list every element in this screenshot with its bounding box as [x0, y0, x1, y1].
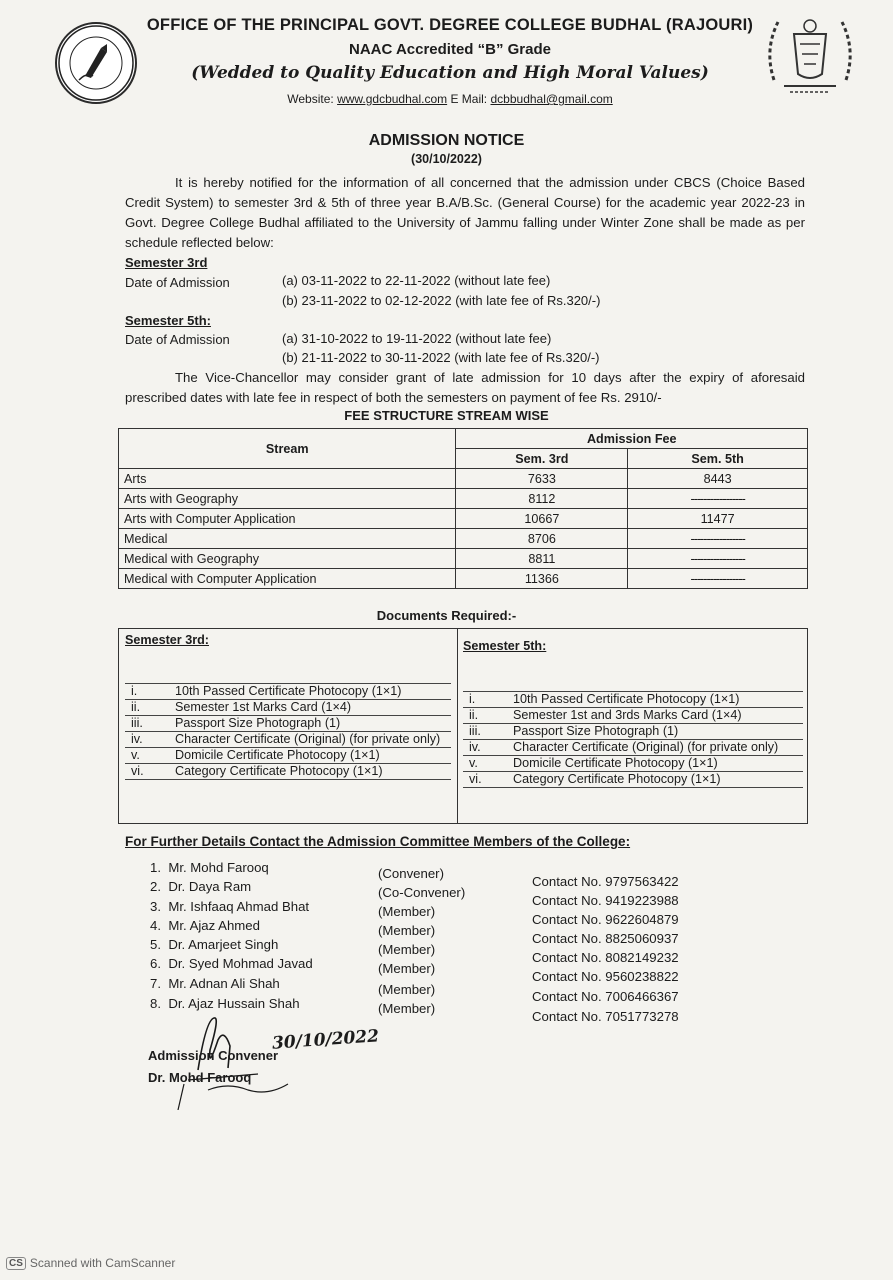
sem5-fee-cell: -----------------: [628, 489, 808, 509]
college-seal-logo: [55, 22, 137, 104]
scanner-text: Scanned with CamScanner: [29, 1256, 176, 1270]
member-name: 8. Dr. Ajaz Hussain Shah: [150, 996, 300, 1011]
scanner-watermark: [6, 1256, 175, 1270]
sem3-date-b: (b) 23-11-2022 to 02-12-2022 (with late fee of Rs.320/-): [282, 293, 601, 308]
emblem-logo: [760, 10, 860, 98]
documents-table: [118, 628, 808, 824]
admission-fee-header: Admission Fee: [456, 429, 808, 449]
sem5-fee-cell: -----------------: [628, 569, 808, 589]
sem3-fee-cell: 11366: [456, 569, 628, 589]
table-row: [119, 489, 808, 509]
stream-cell: Medical: [119, 529, 456, 549]
list-item: iv. Character Certificate (Original) (for private only): [125, 731, 451, 747]
sem5-fee-header: Sem. 5th: [628, 449, 808, 469]
member-phone: Contact No. 9560238822: [532, 969, 679, 984]
stream-cell: Arts: [119, 469, 456, 489]
member-role: (Member): [378, 942, 436, 957]
documents-title: Documents Required:-: [376, 608, 517, 623]
college-title: OFFICE OF THE PRINCIPAL GOVT. DEGREE COLLEGE BUDHAL (RAJOURI): [146, 16, 754, 34]
list-item: iii. Passport Size Photograph (1): [125, 715, 451, 731]
member-role: (Co-Convener): [378, 885, 466, 900]
sem3-fee-cell: 8706: [456, 529, 628, 549]
sem5-fee-cell: 8443: [628, 469, 808, 489]
signature-date: 30/10/2022: [271, 1026, 380, 1054]
sem3-document-list: [125, 683, 451, 780]
docs-sem5-heading: Semester 5th:: [463, 639, 547, 653]
sem3-date-label: Date of Admission: [125, 275, 230, 290]
member-name: 5. Dr. Amarjeet Singh: [150, 937, 279, 952]
sem3-fee-header: Sem. 3rd: [456, 449, 628, 469]
list-item: i. 10th Passed Certificate Photocopy (1×1): [463, 691, 803, 707]
signatory-designation: Admission Convener: [148, 1048, 279, 1063]
stream-header: Stream: [119, 429, 456, 469]
fee-structure-title: FEE STRUCTURE STREAM WISE: [344, 408, 549, 423]
member-phone: Contact No. 7006466367: [532, 989, 679, 1004]
contact-line: [140, 92, 760, 106]
list-item: vi. Category Certificate Photocopy (1×1): [125, 763, 451, 780]
list-item: ii. Semester 1st Marks Card (1×4): [125, 699, 451, 715]
stream-cell: Medical with Geography: [119, 549, 456, 569]
member-role: (Convener): [378, 866, 444, 881]
notice-title: ADMISSION NOTICE: [368, 132, 525, 149]
member-name: 2. Dr. Daya Ram: [150, 879, 252, 894]
table-row: [119, 529, 808, 549]
website-link[interactable]: www.gdcbudhal.com: [337, 92, 448, 106]
signatory-name: Dr. Mohd Farooq: [148, 1070, 252, 1085]
email-label: E Mail:: [450, 92, 488, 106]
stream-cell: Medical with Computer Application: [119, 569, 456, 589]
member-name: 1. Mr. Mohd Farooq: [150, 860, 269, 875]
late-admission-paragraph: The Vice-Chancellor may consider grant of late admission for 10 days after the expiry of aforesaid prescribed dates with late fee in respect of both the semesters on payment of fee Rs. 2910/-: [125, 370, 805, 405]
list-item: i. 10th Passed Certificate Photocopy (1×1): [125, 683, 451, 699]
sem5-date-a: (a) 31-10-2022 to 19-11-2022 (without late fee): [282, 331, 552, 346]
sem3-fee-cell: 8811: [456, 549, 628, 569]
member-name: 4. Mr. Ajaz Ahmed: [150, 918, 260, 933]
table-row: [119, 509, 808, 529]
member-phone: Contact No. 7051773278: [532, 1009, 679, 1024]
college-motto: (Wedded to Quality Education and High Moral Values): [191, 63, 709, 83]
member-role: (Member): [378, 982, 436, 997]
member-phone: Contact No. 9797563422: [532, 874, 679, 889]
stream-cell: Arts with Computer Application: [119, 509, 456, 529]
docs-sem3-heading: Semester 3rd:: [125, 633, 209, 647]
column-divider: [457, 629, 458, 823]
sem3-fee-cell: 7633: [456, 469, 628, 489]
intro-paragraph: It is hereby notified for the information of all concerned that the admission under CBCS (Choice Based Credit System) to semester 3rd & 5th of three year B.A/B.Sc. (General Course) for the academic year 2022-23 in Govt. Degree College Budhal affiliated to the University of Jammu falling under Winter Zone shall be made as per schedule reflected below:: [125, 175, 805, 250]
member-role: (Member): [378, 1001, 436, 1016]
list-item: ii. Semester 1st and 3rds Marks Card (1×4): [463, 707, 803, 723]
member-role: (Member): [378, 961, 436, 976]
sem3-fee-cell: 10667: [456, 509, 628, 529]
accreditation-line: NAAC Accredited “B” Grade: [349, 41, 551, 58]
list-item: v. Domicile Certificate Photocopy (1×1): [463, 755, 803, 771]
sem5-fee-cell: 11477: [628, 509, 808, 529]
fee-table: [118, 428, 808, 589]
list-item: v. Domicile Certificate Photocopy (1×1): [125, 747, 451, 763]
notice-date: (30/10/2022): [411, 152, 482, 166]
sem5-document-list: [463, 691, 803, 788]
table-row: [119, 549, 808, 569]
committee-title: For Further Details Contact the Admission Committee Members of the College:: [125, 834, 631, 849]
stream-cell: Arts with Geography: [119, 489, 456, 509]
table-row: [119, 569, 808, 589]
member-phone: Contact No. 8825060937: [532, 931, 679, 946]
sem5-date-b: (b) 21-11-2022 to 30-11-2022 (with late fee of Rs.320/-): [282, 350, 600, 365]
member-role: (Member): [378, 904, 436, 919]
sem3-date-a: (a) 03-11-2022 to 22-11-2022 (without late fee): [282, 273, 551, 288]
list-item: vi. Category Certificate Photocopy (1×1): [463, 771, 803, 788]
member-name: 7. Mr. Adnan Ali Shah: [150, 976, 280, 991]
sem5-date-label: Date of Admission: [125, 332, 230, 347]
member-role: (Member): [378, 923, 436, 938]
member-phone: Contact No. 9419223988: [532, 893, 679, 908]
sem3-fee-cell: 8112: [456, 489, 628, 509]
website-label: Website:: [287, 92, 334, 106]
sem5-fee-cell: -----------------: [628, 529, 808, 549]
email-link[interactable]: dcbbudhal@gmail.com: [490, 92, 613, 106]
sem5-heading: Semester 5th:: [125, 313, 211, 328]
member-name: 6. Dr. Syed Mohmad Javad: [150, 956, 313, 971]
member-name: 3. Mr. Ishfaaq Ahmad Bhat: [150, 899, 310, 914]
list-item: iii. Passport Size Photograph (1): [463, 723, 803, 739]
member-phone: Contact No. 9622604879: [532, 912, 679, 927]
list-item: iv. Character Certificate (Original) (for private only): [463, 739, 803, 755]
member-phone: Contact No. 8082149232: [532, 950, 679, 965]
sem5-fee-cell: -----------------: [628, 549, 808, 569]
sem3-heading: Semester 3rd: [125, 255, 208, 270]
table-row: [119, 469, 808, 489]
camscanner-icon: CS: [6, 1257, 26, 1270]
